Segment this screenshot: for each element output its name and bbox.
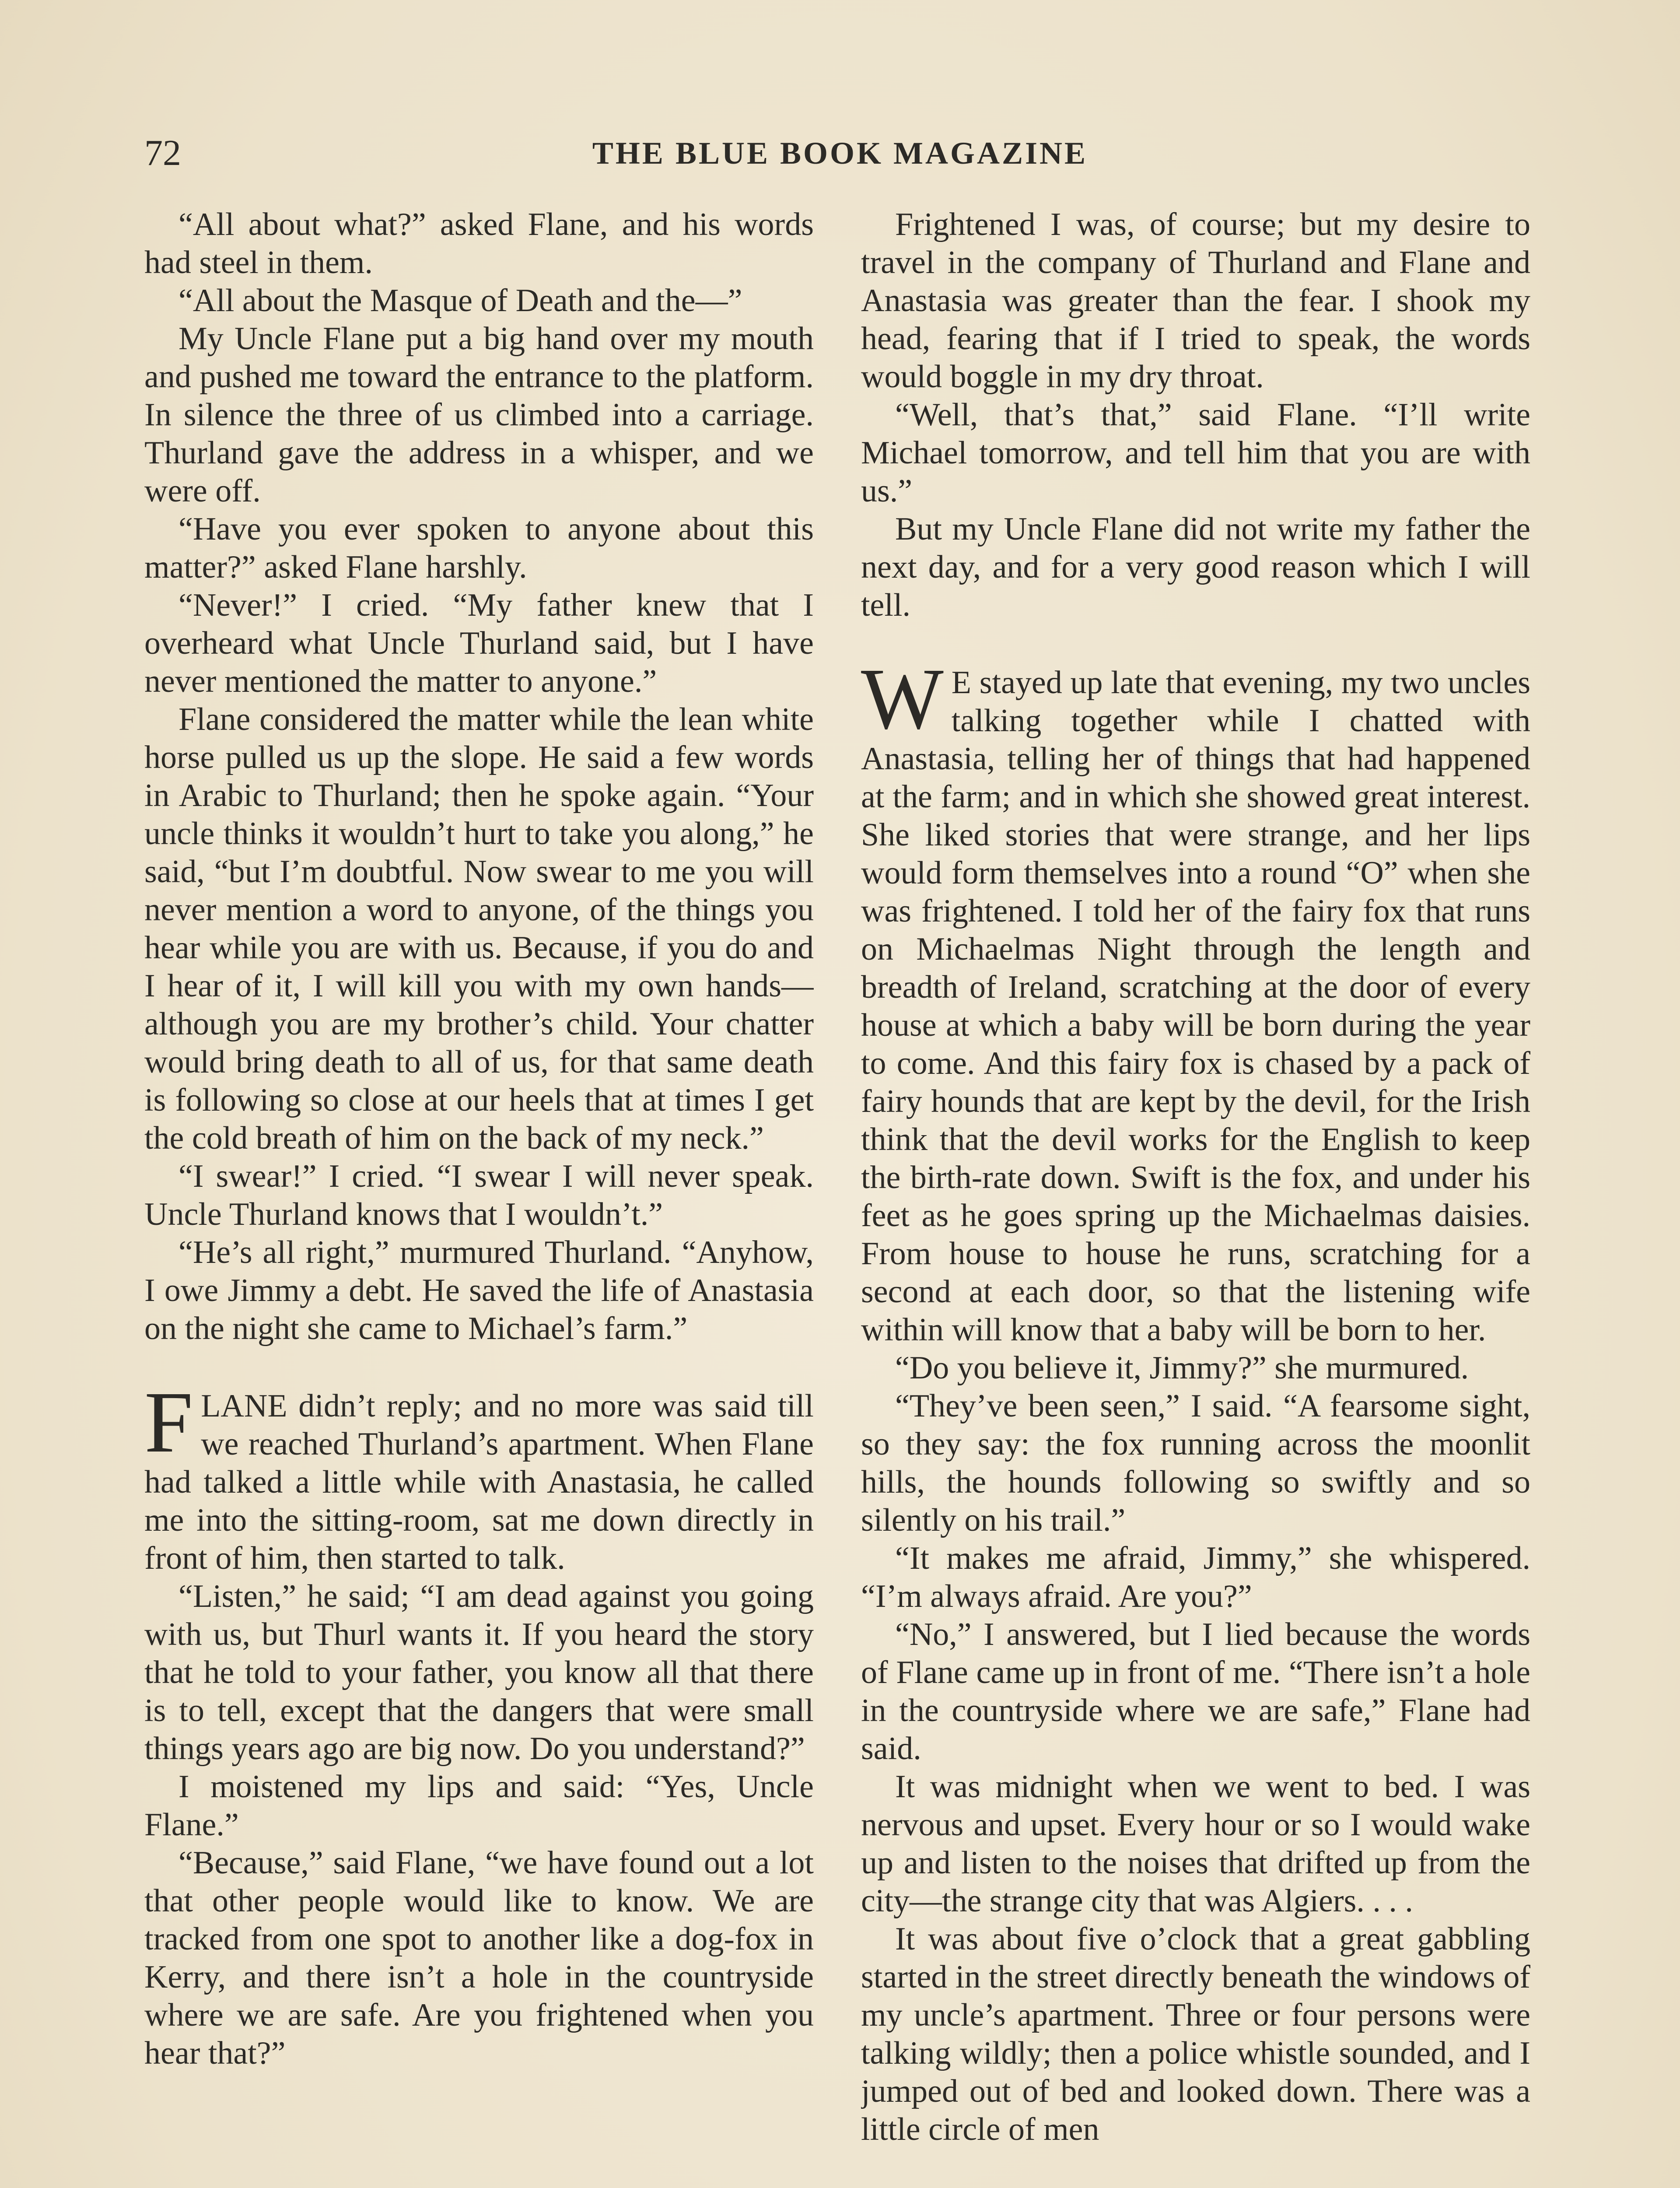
paragraph: “Well, that’s that,” said Flane. “I’ll write Michael tomorrow, and tell him that you are with us.” [861, 397, 1530, 509]
paragraph: Flane considered the matter while the lean white horse pulled us up the slope. He said a few words in Arabic to Thurland; then he spoke again. “Your uncle thinks it wouldn’t hurt to take you along,” he said, “but I’m doubtful. Now swear to me you will never mention a word to anyone, of the things you hear while you are with us. Because, if you do and I hear of it, I will kill you with my own hands—although you are my brother’s child. Your chatter would bring death to all of us, for that same death is following so close at our heels that at times I get the cold breath of him on the back of my neck.” [144, 701, 814, 1156]
paragraph-text: didn’t reply; and no more was said till we reached Thurland’s apartment. When Flane had talked a little while with Anastasia, he called me into the sitting-room, sat me down directly in front of him, then started to talk. [144, 1388, 814, 1576]
paragraph: “All about the Masque of Death and the—” [178, 283, 742, 319]
small-caps-lead: LANE [201, 1388, 287, 1424]
paragraph: “It makes me afraid, Jimmy,” she whispered. “I’m always afraid. Are you?” [861, 1540, 1530, 1614]
paragraph: “Never!” I cried. “My father knew that I overheard what Uncle Thurland said, but I have never mentioned the matter to anyone.” [144, 587, 814, 699]
paragraph: But my Uncle Flane did not write my father the next day, and for a very good reason which I will tell. [861, 511, 1530, 623]
small-caps-lead: E [951, 665, 971, 701]
running-title: THE BLUE BOOK MAGAZINE [592, 136, 1088, 171]
paragraph: I moistened my lips and said: “Yes, Uncle Flane.” [144, 1769, 814, 1843]
section-start-paragraph [144, 1374, 814, 1578]
left-column [144, 206, 814, 2188]
section-start-paragraph [861, 651, 1530, 1349]
right-column [861, 206, 1530, 2188]
drop-cap: F [144, 1374, 193, 1471]
paragraph: “All about what?” asked Flane, and his words had steel in them. [144, 207, 814, 281]
paragraph: “They’ve been seen,” I said. “A fearsome sight, so they say: the fox running across the moonlit hills, the hounds following so swiftly and so silently on his trail.” [861, 1388, 1530, 1538]
paragraph: It was midnight when we went to bed. I was nervous and upset. Every hour or so I would wake up and listen to the noises that drifted up from the city—the strange city that was Algiers. . . . [861, 1769, 1530, 1919]
paragraph: “Do you believe it, Jimmy?” she murmured. [895, 1350, 1469, 1386]
paragraph: “No,” I answered, but I lied because the words of Flane came up in front of me. “There isn’t a hole in the countryside where we are safe,” Flane had said. [861, 1616, 1530, 1767]
paragraph: “Have you ever spoken to anyone about this matter?” asked Flane harshly. [144, 511, 814, 585]
paragraph: It was about five o’clock that a great gabbling started in the street directly beneath the windows of my uncle’s apartment. Three or four persons were talking wildly; then a police whistle sounded, and I jumped out of bed and looked down. There was a little circle of men [861, 1921, 1530, 2147]
paragraph: “Because,” said Flane, “we have found out a lot that other people would like to know. We are tracked from one spot to another like a dog-fox in Kerry, and there isn’t a hole in the countryside where we are safe. Are you frightened when you hear that?” [144, 1845, 814, 2071]
paragraph: Frightened I was, of course; but my desire to travel in the company of Thurland and Flane and Anastasia was greater than the fear. I shook my head, fearing that if I tried to speak, the words would boggle in my dry throat. [861, 207, 1530, 395]
paragraph: “Listen,” he said; “I am dead against you going with us, but Thurl wants it. If you heard the story that he told to your father, you know all that there is to tell, except that the dangers that were small things years ago are big now. Do you understand?” [144, 1578, 814, 1767]
paragraph-text: stayed up late that evening, my two uncles talking together while I chatted with Anastasia, telling her of things that had happened at the farm; and in which she showed great interest. She liked stories that were strange, and her lips would form themselves into a round “O” when she was frightened. I told her of the fairy fox that runs on Michaelmas Night through the length and breadth of Ireland, scratching at the door of every house at which a baby will be born during the year to come. And this fairy fox is chased by a pack of fairy hounds that are kept by the devil, for the Irish think that the devil works for the English to keep the birth-rate down. Swift is the fox, and under his feet as he goes spring up the Michaelmas daisies. From house to house he runs, scratching for a second at each door, so that the listening wife within will know that a baby will be born to her. [861, 665, 1530, 1348]
paragraph: My Uncle Flane put a big hand over my mouth and pushed me toward the entrance to the platform. In silence the three of us climbed into a carriage. Thurland gave the address in a whisper, and we were off. [144, 321, 814, 509]
page-number: 72 [144, 133, 181, 173]
paragraph: “He’s all right,” murmured Thurland. “Anyhow, I owe Jimmy a debt. He saved the life of Anastasia on the night she came to Michael’s farm.” [144, 1234, 814, 1346]
paragraph: “I swear!” I cried. “I swear I will never speak. Uncle Thurland knows that I wouldn’t.” [144, 1158, 814, 1232]
drop-cap: W [861, 651, 944, 747]
page-header [144, 127, 1536, 179]
